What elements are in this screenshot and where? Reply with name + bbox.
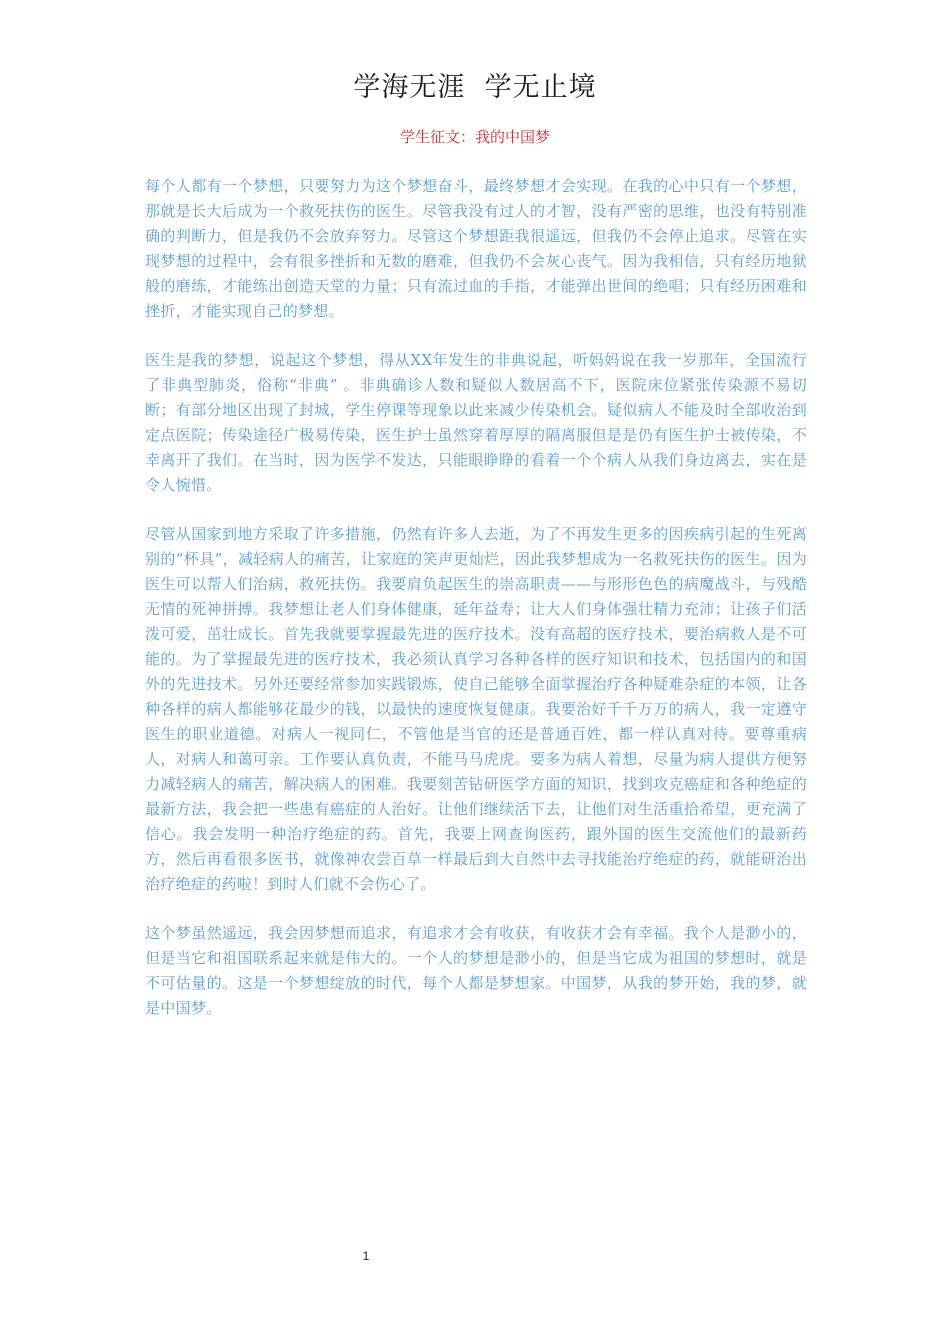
page-number: 1	[362, 1249, 370, 1263]
paragraph-4: 这个梦虽然遥远，我会因梦想而追求，有追求才会有收获，有收获才会有幸福。我个人是渺小的，但是当它和祖国联系起来就是伟大的。一个人的梦想是渺小的，但是当它成为祖国的梦想时，就是不可估量的。这是一个梦想绽放的时代，每个人都是梦想家。中国梦，从我的梦开始，我的梦，就是中国梦。	[145, 924, 807, 1017]
paragraph-3: 尽管从国家到地方采取了许多措施，仍然有许多人去逝，为了不再发生更多的因疾病引起的生死离别的“杯具”，减轻病人的痛苦，让家庭的笑声更灿烂，因此我梦想成为一名救死扶伤的医生。因为医生可以帮人们治病，救死扶伤。我要肩负起医生的崇高职责——与形形色色的病魔战斗，与残酷无情的死神拼搏。我梦想让老人们身体健康，延年益寿；让大人们身体强壮精力充沛；让孩子们活泼可爱，茁壮成长。首先我就要掌握最先进的医疗技术。没有高超的医疗技术，要治病救人是不可能的。为了掌握最先进的医疗技术，我必须认真学习各种各样的医疗知识和技术，包括国内的和国外的先进技术。另外还要经常参加实践锻炼，使自己能够全面掌握治疗各种疑难杂症的本领，让各种各样的病人都能够花最少的钱，以最快的速度恢复健康。我要治好千千万万的病人，我一定遵守医生的职业道德。对病人一视同仁，不管他是当官的还是普通百姓，都一样认真对待。要尊重病人，对病人和蔼可亲。工作要认真负责，不能马马虎虎。要多为病人着想，尽量为病人提供方便努力减轻病人的痛苦，解决病人的困难。我要刻苦钻研医学方面的知识，找到攻克癌症和各种绝症的最新方法，我会把一些患有癌症的人治好。让他们继续活下去，让他们对生活重拾希望，更充满了信心。我会发明一种治疗绝症的药。首先，我要上网查询医药，跟外国的医生交流他们的最新药方，然后再看很多医书，就像神农尝百草一样最后到大自然中去寻找能治疗绝症的药，就能研治出治疗绝症的药啦！到时人们就不会伤心了。	[145, 525, 807, 893]
article-body	[145, 174, 807, 1045]
paragraph-1: 每个人都有一个梦想，只要努力为这个梦想奋斗，最终梦想才会实现。在我的心中只有一个梦想，那就是长大后成为一个救死扶伤的医生。尽管我没有过人的才智，没有严密的思维，也没有特别准确的判断力，但是我仍不会放弃努力。尽管这个梦想距我很遥远，但我仍不会停止追求。尽管在实现梦想的过程中，会有很多挫折和无数的磨难，但我仍不会灰心丧气。因为我相信，只有经历地狱般的磨练，才能练出创造天堂的力量；只有流过血的手指，才能弹出世间的绝唱；只有经历困难和挫折，才能实现自己的梦想。	[145, 177, 807, 320]
page-subtitle: 学生征文：我的中国梦	[399, 128, 550, 146]
paragraph-2: 医生是我的梦想，说起这个梦想，得从XX年发生的非典说起，听妈妈说在我一岁那年，全国流行了非典型肺炎，俗称“非典” 。非典确诊人数和疑似人数居高不下，医院床位紧张传染源不易切断；有部分地区出现了封城，学生停课等现象以此来减少传染机会。疑似病人不能及时全部收治到定点医院；传染途径广极易传染，医生护士虽然穿着厚厚的隔离服但是是仍有医生护士被传染，不幸离开了我们。在当时，因为医学不发达，只能眼睁睁的看着一个个病人从我们身边离去，实在是令人惋惜。	[145, 351, 807, 494]
page-title: 学海无涯 学无止境	[353, 72, 597, 103]
